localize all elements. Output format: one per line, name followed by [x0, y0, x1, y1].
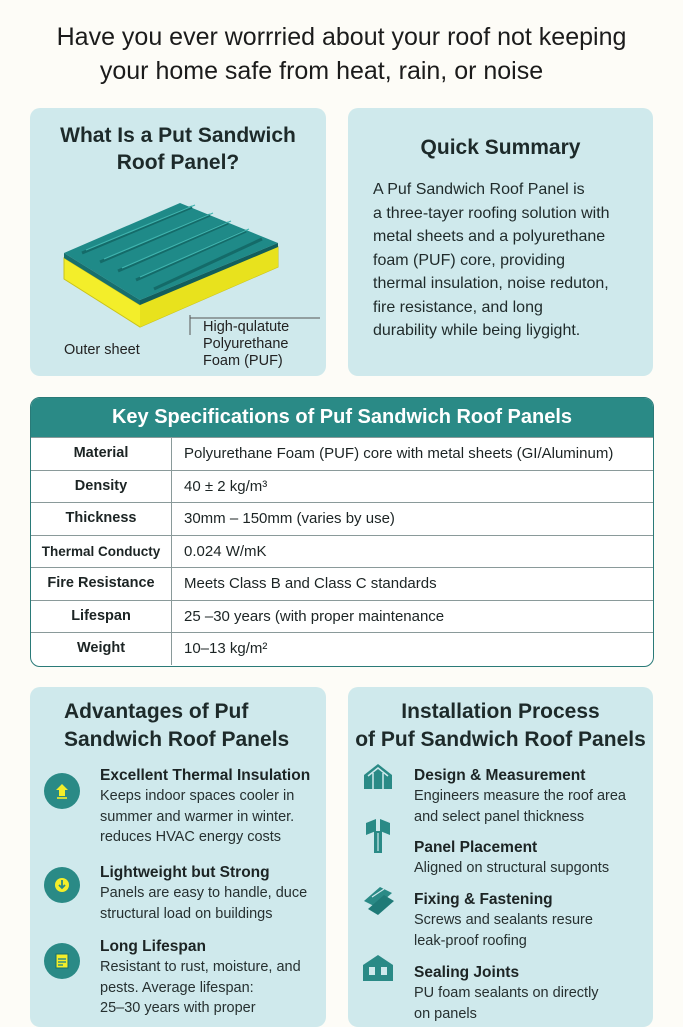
installation-step: Panel Placement Aligned on structural supgonts [414, 839, 610, 876]
quick-summary-body: A Puf Sandwich Roof Panel is a three-tayer roofing solution with metal sheets and a polyurethane foam (PUF) core, providing thermal insulation, noise reduton, fire resistance, and long durability while being liygight. [373, 181, 610, 339]
roof-design-icon [360, 761, 396, 793]
advantage-item: Lightweight but Strong Panels are easy to handle, duce structural load on buildings [100, 864, 308, 922]
advantages-title: Advantages of Puf Sandwich Roof Panels [64, 700, 290, 751]
installation-step: Fixing & Fastening Screws and sealants resure leak-proof roofing [414, 891, 593, 949]
table-row: Density 40 ± 2 kg/m³ [31, 470, 653, 503]
sealing-joints-icon [360, 953, 396, 983]
page-headline [0, 20, 683, 88]
advantages-card [30, 687, 326, 1027]
what-is-title: What Is a Put Sandwich Roof Panel? [60, 124, 296, 174]
table-row: Thermal Conducty 0.024 W/mK [31, 535, 653, 568]
weight-icon [44, 867, 80, 903]
advantage-item: Long Lifespan Resistant to rust, moisture, and pests. Average lifespan: 25–30 years with proper [100, 938, 301, 1016]
advantage-item: Excellent Thermal Insulation Keeps indoor spaces cooler in summer and warmer in winter. reduces HVAC energy costs [100, 767, 311, 845]
installation-title: Installation Process of Puf Sandwich Roof Panels [355, 700, 646, 751]
table-row: Fire Resistance Meets Class B and Class C standards [31, 567, 653, 600]
sandwich-panel-illustration [30, 195, 320, 335]
calendar-icon [44, 943, 80, 979]
panel-placement-icon [362, 817, 394, 857]
table-row: Weight 10–13 kg/m² [31, 632, 653, 665]
table-row: Thickness 30mm – 150mm (varies by use) [31, 502, 653, 535]
headline-line-1: Have you ever worrried about your roof not keeping [56, 23, 627, 51]
specifications-title: Key Specifications of Puf Sandwich Roof Panels [31, 398, 653, 437]
headline-line-2: your home safe from heat, rain, or noise [99, 57, 544, 85]
thermometer-icon [44, 773, 80, 809]
foam-core-label: High-qulatute Polyurethane Foam (PUF) [203, 319, 290, 369]
outer-sheet-label: Outer sheet [64, 342, 140, 358]
table-row: Material Polyurethane Foam (PUF) core with metal sheets (GI/Aluminum) [31, 437, 653, 470]
installation-card [348, 687, 653, 1027]
fastening-icon [362, 883, 396, 917]
quick-summary-title: Quick Summary [420, 136, 581, 159]
quick-summary-card [348, 108, 653, 376]
table-row: Lifespan 25 –30 years (with proper maintenance [31, 600, 653, 633]
installation-step: Design & Measurement Engineers measure the roof area and select panel thickness [414, 767, 626, 825]
specifications-table [30, 397, 654, 667]
installation-step: Sealing Joints PU foam sealants on directly on panels [414, 964, 599, 1022]
